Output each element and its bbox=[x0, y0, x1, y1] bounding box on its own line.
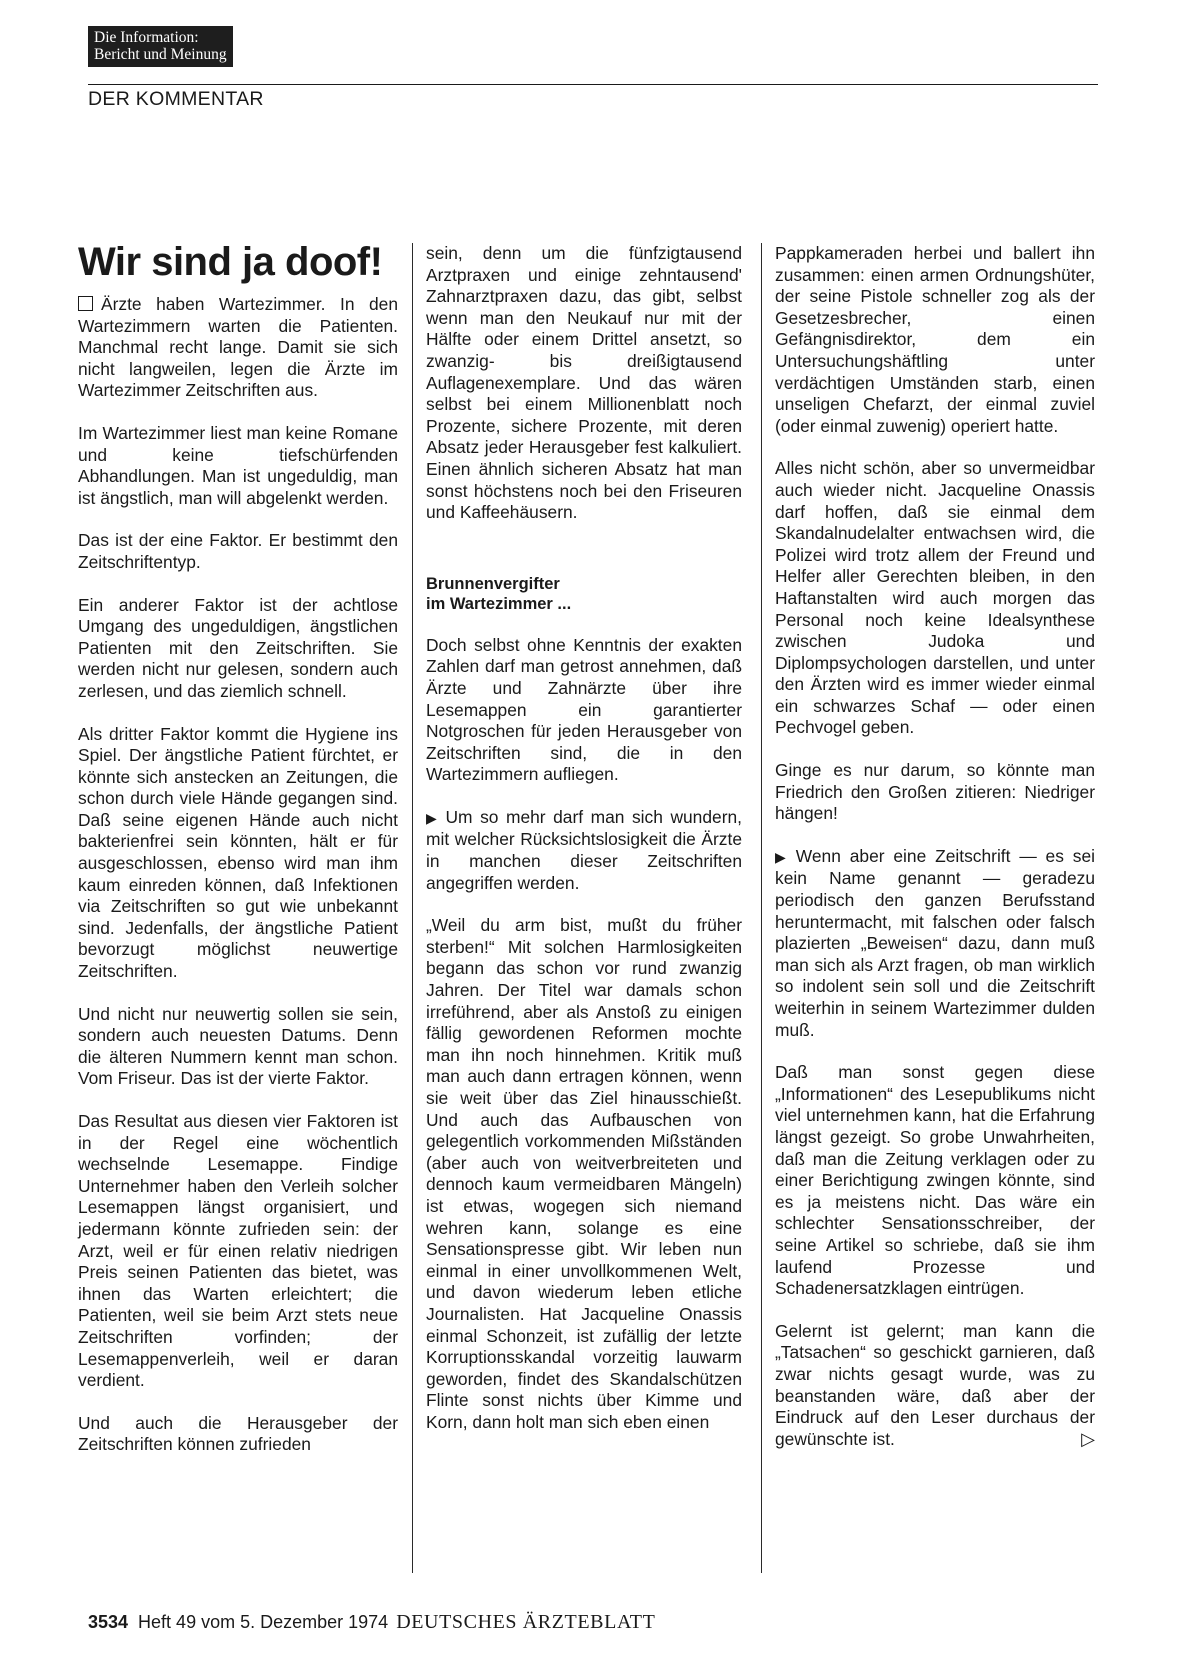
arrow-right-icon: ▶ bbox=[426, 809, 440, 826]
article-column-2 bbox=[426, 243, 742, 1455]
masthead: DEUTSCHES ÄRZTEBLATT bbox=[396, 1611, 656, 1633]
issue-info: Heft 49 vom 5. Dezember 1974 bbox=[138, 1612, 389, 1632]
paragraph: Das ist der eine Faktor. Er bestimmt den Zeitschriftentyp. bbox=[78, 530, 398, 572]
paragraph bbox=[775, 1321, 1095, 1451]
column-rule-2 bbox=[761, 243, 762, 1573]
paragraph: sein, denn um die fünfzigtausend Arztpraxen und einige zehntausend' Zahnarztpraxen dazu, das gibt, selbst wenn man den Neukauf nur mit der Hälfte oder einem Drittel ansetzt, so zwanzig- bis dreißigtausend Auflagenexemplare. Und das wären selbst bei einem Millionenblatt noch Prozente, sichere Prozente, mit deren Absatz jeder Herausgeber fest kalkuliert. Einen ähnlich sicheren Absatz hat man sonst höchstens noch bei den Friseuren und Kaffeehäusern. bbox=[426, 243, 742, 523]
paragraph: Doch selbst ohne Kenntnis der exakten Zahlen darf man getrost annehmen, daß Ärzte und Zahnärzte über ihre Lesemappen ein garantierter Notgroschen für jeden Herausgeber von Zeitschriften sind, die in den Wartezimmern aufliegen. bbox=[426, 634, 742, 785]
section-label bbox=[88, 26, 233, 67]
article-title: Wir sind ja doof! bbox=[78, 240, 383, 284]
header-rule bbox=[88, 84, 1098, 85]
subheading-line2: im Wartezimmer ... bbox=[426, 594, 572, 613]
square-bullet-icon bbox=[78, 296, 93, 311]
paragraph: Im Wartezimmer liest man keine Romane und keine tiefschürfenden Abhandlungen. Man ist ungeduldig, man ist ängstlich, man will abgelenkt werden. bbox=[78, 422, 398, 508]
paragraph: Alles nicht schön, aber so unvermeidbar auch wieder nicht. Jacqueline Onassis darf hoffen, daß sie einmal dem Skandalnudelalter entwachsen wird, die Polizei wird trotz allem der Freund und Helfer aller Gerechten bleiben, in den Haftanstalten wird auch morgen das Personal noch keine Idealsynthese zwischen Judoka und Diplompsychologen darstellen, und unter den Ärzten wird es immer wieder einmal ein schwarzes Schaf — oder einen Pechvogel geben. bbox=[775, 458, 1095, 738]
subheading bbox=[426, 574, 742, 614]
page-number: 3534 bbox=[88, 1612, 129, 1632]
paragraph-text: Ärzte haben Wartezimmer. In den Wartezimmern warten die Patienten. Manchmal recht lange. Damit sie sich nicht langweilen, legen die Ärzte im Wartezimmer Zeitschriften aus. bbox=[78, 294, 398, 401]
subheading-line1: Brunnenvergifter bbox=[426, 574, 560, 593]
paragraph-text: Um so mehr darf man sich wundern, mit welcher Rücksichtslosigkeit die Ärzte in manchen dieser Zeitschriften angegriffen werden. bbox=[426, 806, 742, 893]
column-rule-1 bbox=[412, 243, 413, 1573]
section-label-line2: Bericht und Meinung bbox=[94, 46, 227, 63]
paragraph: Und auch die Herausgeber der Zeitschriften können zufrieden bbox=[78, 1412, 398, 1455]
paragraph: Ginge es nur darum, so könnte man Friedrich den Großen zitieren: Niedriger hängen! bbox=[775, 760, 1095, 824]
article-column-1 bbox=[78, 240, 398, 1477]
page-footer bbox=[88, 1611, 655, 1634]
paragraph-text: Gelernt ist gelernt; man kann die „Tatsachen“ so geschickt garnieren, daß zwar nichts gesagt wurde, was zu beanstanden wäre, daß aber der Eindruck auf den Leser durchaus der gewünschte ist. bbox=[775, 1320, 1095, 1449]
paragraph: Pappkameraden herbei und ballert ihn zusammen: einen armen Ordnungshüter, der seine Pistole schneller zog als der Gesetzesbrecher, einen Gefängnisdirektor, dem ein Untersuchungshäftling unter verdächtigen Umständen starb, einen unseligen Chefarzt, der einmal zuviel (oder einmal zuwenig) operiert hatte. bbox=[775, 243, 1095, 436]
paragraph-text: Wenn aber eine Zeitschrift — es sei kein Name genannt — geradezu periodisch den ganzen Berufsstand heruntermacht, mit falschen oder falsch plazierten „Beweisen“ dazu, dann muß man sich als Arzt fragen, ob man wirklich so indolent sein soll und die Zeitschrift weiterhin in seinem Wartezimmer dulden muß. bbox=[775, 845, 1095, 1040]
continued-arrow-icon: ▷ bbox=[1081, 1428, 1095, 1449]
rubric-heading: DER KOMMENTAR bbox=[88, 88, 264, 110]
paragraph: Das Resultat aus diesen vier Faktoren ist in der Regel eine wöchentlich wechselnde Lesemappe. Findige Unternehmer haben den Verleih solcher Lesemappen längst organisiert, und jedermann könnte zufrieden sein: der Arzt, weil er für einen relativ niedrigen Preis seinen Patienten das bietet, was ihnen das Warten erleichtert; die Patienten, weil sie beim Arzt stets neue Zeitschriften vorfinden; der Lesemappenverleih, weil er daran verdient. bbox=[78, 1111, 398, 1391]
paragraph bbox=[426, 807, 742, 894]
section-label-line1: Die Information: bbox=[94, 29, 199, 46]
paragraph: Als dritter Faktor kommt die Hygiene ins Spiel. Der ängstliche Patient fürchtet, er könnte sich anstecken an Zeitungen, die schon durch viele Hände gegangen sind. Daß seine eigenen Hände auch nicht bakterienfrei sein könnten, hält er für ausgeschlossen, ebenso wird man ihm kaum einreden können, daß Infektionen via Zeitschriften so gut wie unbekannt sind. Jedenfalls, der ängstliche Patient bevorzugt möglichst neuwertige Zeitschriften. bbox=[78, 723, 398, 982]
article-column-3 bbox=[775, 243, 1095, 1471]
paragraph: „Weil du arm bist, mußt du früher sterben!“ Mit solchen Harmlosigkeiten begann das schon vor rund zwanzig Jahren. Der Titel war damals schon irreführend, aber als Anstoß zu einigen fällig gewordenen Reformen mochte man ihn noch hinnehmen. Kritik muß man auch dann ertragen können, wenn sie weit über das Ziel hinausschießt. Und auch das Aufbauschen von gelegentlich vorkommenden Mißständen (aber auch von weitverbreiteten und dennoch kaum vermeidbaren Mängeln) ist etwas, wogegen sich niemand wehren kann, solange es eine Sensationspresse gibt. Wir leben nun einmal in einer unvollkommenen Welt, und davon wiederum leben etliche Journalisten. Hat Jacqueline Onassis einmal Schonzeit, ist zufällig der letzte Korruptionsskandal vorzeitig lauwarm geworden, findet des Skandalschützen Flinte sonst nichts über Kimme und Korn, dann holt man sich eben einen bbox=[426, 915, 742, 1432]
paragraph: Daß man sonst gegen diese „Informationen“ des Lesepublikums nicht viel unternehmen kann, hat die Erfahrung längst gezeigt. So grobe Unwahrheiten, daß man die Zeitung verklagen oder zu einer Berichtigung zwingen könnte, sind es ja meistens nicht. Das wäre ein schlechter Sensationsschreiber, der seine Artikel so schriebe, daß sie ihm laufend Prozesse und Schadenersatzklagen eintrügen. bbox=[775, 1062, 1095, 1299]
paragraph: Und nicht nur neuwertig sollen sie sein, sondern auch neuesten Datums. Denn die älteren Nummern kennt man schon. Vom Friseur. Das ist der vierte Faktor. bbox=[78, 1003, 398, 1089]
paragraph: Ein anderer Faktor ist der achtlose Umgang des ungeduldigen, ängstlichen Patienten mit den Zeitschriften. Sie werden nicht nur gelesen, sondern auch zerlesen, und das ziemlich schnell. bbox=[78, 594, 398, 701]
paragraph bbox=[78, 294, 398, 402]
paragraph bbox=[775, 846, 1095, 1041]
arrow-right-icon: ▶ bbox=[775, 848, 790, 865]
